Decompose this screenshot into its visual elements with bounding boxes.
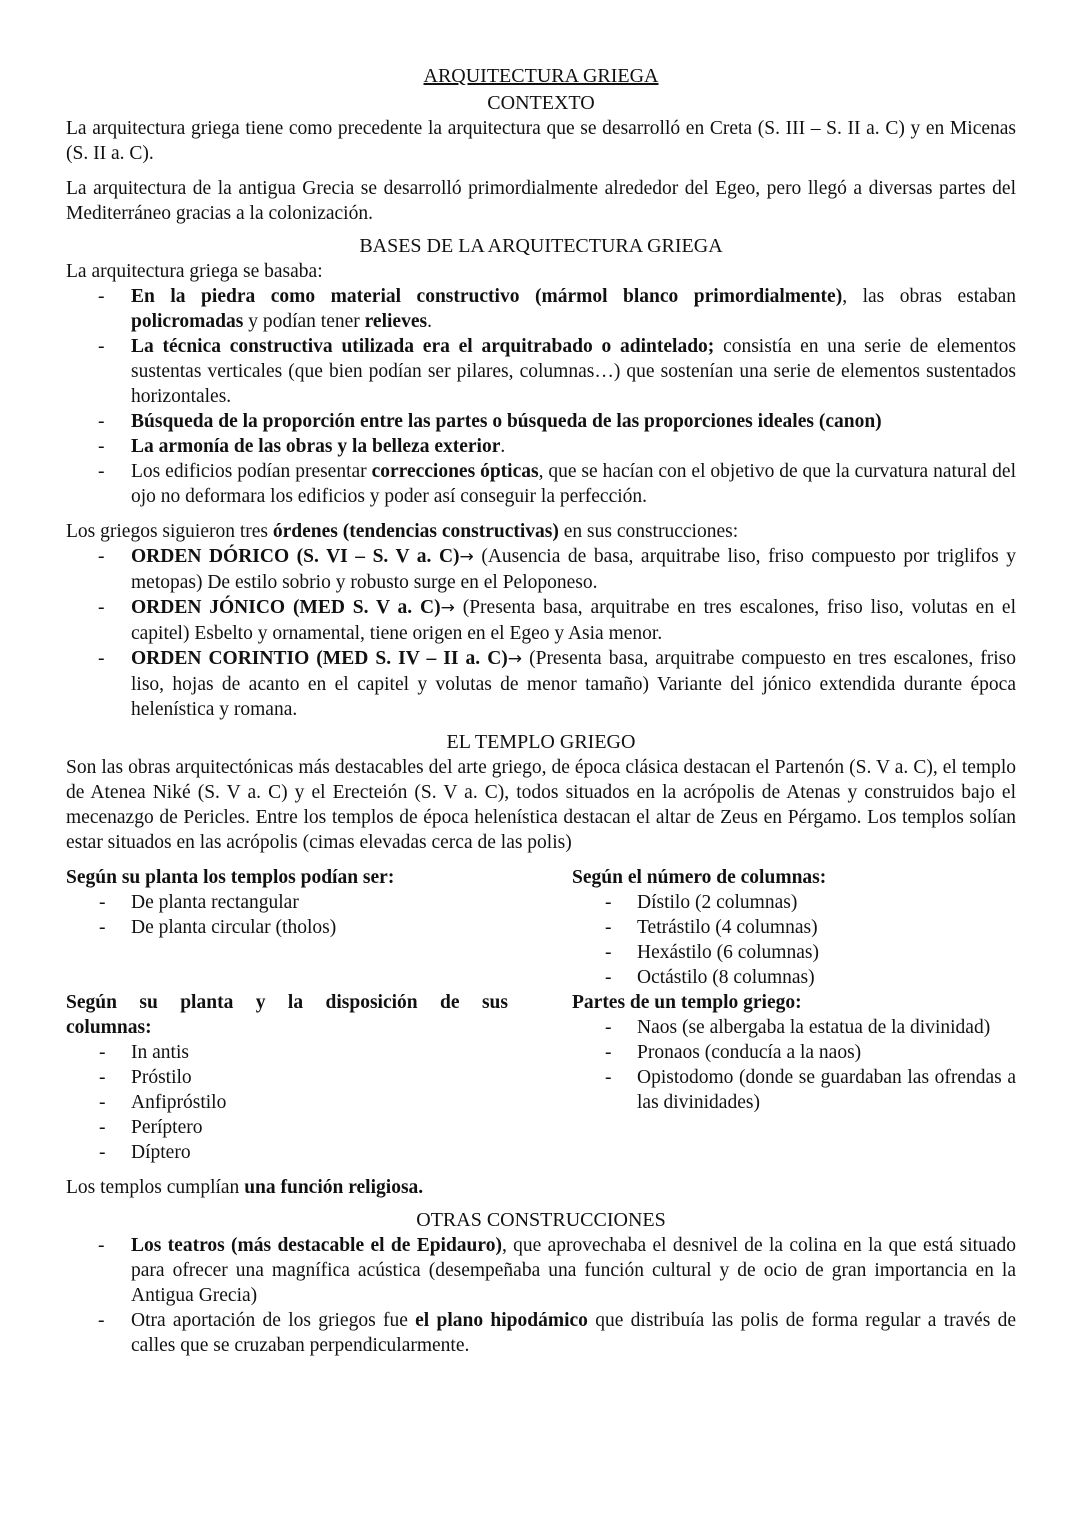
columnas-heading: Según el número de columnas:: [572, 867, 827, 888]
document-page: [66, 64, 1016, 1358]
bases-item-correcciones-lead: Los edificios podían presentar: [131, 461, 372, 482]
orden-jonico-name: ORDEN JÓNICO (MED S. V a. C): [131, 597, 441, 618]
columnas-list: [572, 890, 1016, 990]
ordenes-intro-bold: órdenes (tendencias constructivas): [272, 521, 559, 542]
disposicion-heading: Según su planta y la disposición de sus columnas:: [66, 992, 508, 1038]
bases-item-piedra-end: .: [427, 311, 432, 332]
list-item: - Hexástilo (6 columnas): [572, 940, 1016, 965]
list-item: - De planta circular (tholos): [66, 915, 508, 940]
bases-item-piedra: [66, 284, 1016, 334]
document-title: ARQUITECTURA GRIEGA: [423, 65, 659, 87]
bases-item-armonia: [66, 434, 1016, 459]
otras-item-teatros-text: , que aprovechaba el desnivel de la colina en la que está situado para ofrecer una magnífica acústica (desempeñaba una función cultural y de ocio de gran importancia en la Antigua Grecia): [131, 1235, 1016, 1306]
bases-list: [66, 284, 1016, 509]
arrow-right-icon: →: [459, 547, 474, 567]
list-item: - Díptero: [66, 1140, 508, 1165]
section-heading-contexto: CONTEXTO: [487, 92, 595, 114]
list-item: - De planta rectangular: [66, 890, 508, 915]
bases-item-tecnica-text: consistía en una serie de elementos sustentas verticales (que bien podían ser pilares, columnas…) que sostenían una serie de elementos sustentados horizontales.: [131, 336, 1016, 407]
bases-item-proporcion: [66, 409, 1016, 434]
list-item: - Períptero: [66, 1115, 508, 1140]
list-item: - Dístilo (2 columnas): [572, 890, 1016, 915]
templo-funcion: [66, 1175, 1016, 1200]
templo-left-column: [66, 865, 508, 1165]
bases-item-piedra-bold: En la piedra como material constructivo (mármol blanco primordialmente): [131, 286, 843, 307]
bases-item-piedra-text: , las obras estaban: [842, 286, 1016, 307]
arrow-right-icon: →: [440, 598, 455, 618]
orden-corintio-name: ORDEN CORINTIO (MED S. IV – II a. C): [131, 648, 508, 669]
bases-item-armonia-end: .: [500, 436, 506, 457]
ordenes-intro-end: en sus construcciones:: [558, 521, 739, 542]
bases-item-armonia-bold: La armonía de las obras y la belleza exterior: [131, 436, 501, 457]
ordenes-intro: [66, 519, 1016, 544]
bases-item-tecnica: [66, 334, 1016, 409]
planta-heading: Según su planta los templos podían ser:: [66, 867, 395, 888]
orden-corintio: [66, 646, 1016, 722]
otras-list: [66, 1233, 1016, 1358]
orden-dorico-text: (Ausencia de basa, arquitrabe liso, friso compuesto por triglifos y metopas) De estilo sobrio y robusto surge en el Peloponeso.: [131, 546, 1016, 593]
section-heading-bases: BASES DE LA ARQUITECTURA GRIEGA: [359, 235, 723, 257]
bases-item-relieves: relieves: [364, 311, 428, 332]
orden-dorico-name: ORDEN DÓRICO (S. VI – S. V a. C): [131, 546, 460, 567]
otras-item-plano-lead: Otra aportación de los griegos fue: [131, 1310, 416, 1331]
list-item: - In antis: [66, 1040, 508, 1065]
partes-list: [572, 1015, 1016, 1115]
templo-right-column: [572, 865, 1016, 1165]
contexto-paragraph-2: La arquitectura de la antigua Grecia se desarrolló primordialmente alrededor del Egeo, pero llegó a diversas partes del Mediterráneo gracias a la colonización.: [66, 178, 1016, 224]
ordenes-list: [66, 544, 1016, 722]
templo-columns: [66, 865, 1016, 1165]
orden-jonico: [66, 595, 1016, 646]
templo-funcion-lead: Los templos cumplían: [66, 1177, 245, 1198]
partes-heading: Partes de un templo griego:: [572, 992, 802, 1013]
otras-item-teatros: [66, 1233, 1016, 1308]
disposicion-list: [66, 1040, 508, 1165]
bases-item-tecnica-bold: La técnica constructiva utilizada era el arquitrabado o adintelado;: [131, 336, 715, 357]
templo-paragraph: Son las obras arquitectónicas más destacables del arte griego, de época clásica destacan el Partenón (S. V a. C), el templo de Atenea Niké (S. V a. C) y el Erecteión (S. V a. C), todos situados en la acrópolis de Atenas y construidos bajo el mecenazgo de Pericles. Entre los templos de época helenística destacan el altar de Zeus en Pérgamo. Los templos solían estar situados en las acrópolis (cimas elevadas cerca de las polis): [66, 757, 1016, 853]
bases-item-proporcion-bold: Búsqueda de la proporción entre las partes o búsqueda de las proporciones ideales (canon): [131, 411, 882, 432]
bases-item-correcciones-text: , que se hacían con el objetivo de que la curvatura natural del ojo no deformara los edificios y poder así conseguir la perfección.: [131, 461, 1016, 507]
contexto-paragraph-1: La arquitectura griega tiene como precedente la arquitectura que se desarrolló en Creta (S. III – S. II a. C) y en Micenas (S. II a. C).: [66, 118, 1016, 164]
bases-item-piedra-text-2: y podían tener: [243, 311, 365, 332]
planta-list: [66, 890, 508, 940]
orden-jonico-text: (Presenta basa, arquitrabe en tres escalones, friso liso, volutas en el capitel) Esbelto y ornamental, tiene origen en el Egeo y Asia menor.: [131, 597, 1016, 644]
templo-funcion-bold: una función religiosa.: [244, 1177, 424, 1198]
list-item: - Octástilo (8 columnas): [572, 965, 1016, 990]
bases-item-correcciones-bold: correcciones ópticas: [371, 461, 539, 482]
section-heading-otras: OTRAS CONSTRUCCIONES: [416, 1209, 666, 1231]
orden-dorico: [66, 544, 1016, 595]
bases-item-correcciones: [66, 459, 1016, 509]
section-heading-templo: EL TEMPLO GRIEGO: [446, 731, 636, 753]
list-item: - Naos (se albergaba la estatua de la divinidad): [572, 1015, 1016, 1040]
list-item: - Pronaos (conducía a la naos): [572, 1040, 1016, 1065]
otras-item-plano-text: que distribuía las polis de forma regular a través de calles que se cruzaban perpendicularmente.: [131, 1310, 1016, 1356]
list-item: - Próstilo: [66, 1065, 508, 1090]
otras-item-teatros-bold: Los teatros (más destacable el de Epidauro): [131, 1235, 502, 1256]
otras-item-plano-bold: el plano hipodámico: [415, 1310, 588, 1331]
list-item: - Opistodomo (donde se guardaban las ofrendas a las divinidades): [572, 1065, 1016, 1115]
list-item: - Tetrástilo (4 columnas): [572, 915, 1016, 940]
bases-item-policromadas: policromadas: [131, 311, 244, 332]
bases-intro: La arquitectura griega se basaba:: [66, 261, 323, 282]
ordenes-intro-lead: Los griegos siguieron tres: [66, 521, 273, 542]
orden-corintio-text: (Presenta basa, arquitrabe compuesto en tres escalones, friso liso, hojas de acanto en el capitel y volutas de menor tamaño) Variante del jónico extendida durante época helenística y romana.: [131, 648, 1016, 720]
list-item: - Anfipróstilo: [66, 1090, 508, 1115]
arrow-right-icon: →: [507, 649, 523, 669]
otras-item-plano: [66, 1308, 1016, 1358]
